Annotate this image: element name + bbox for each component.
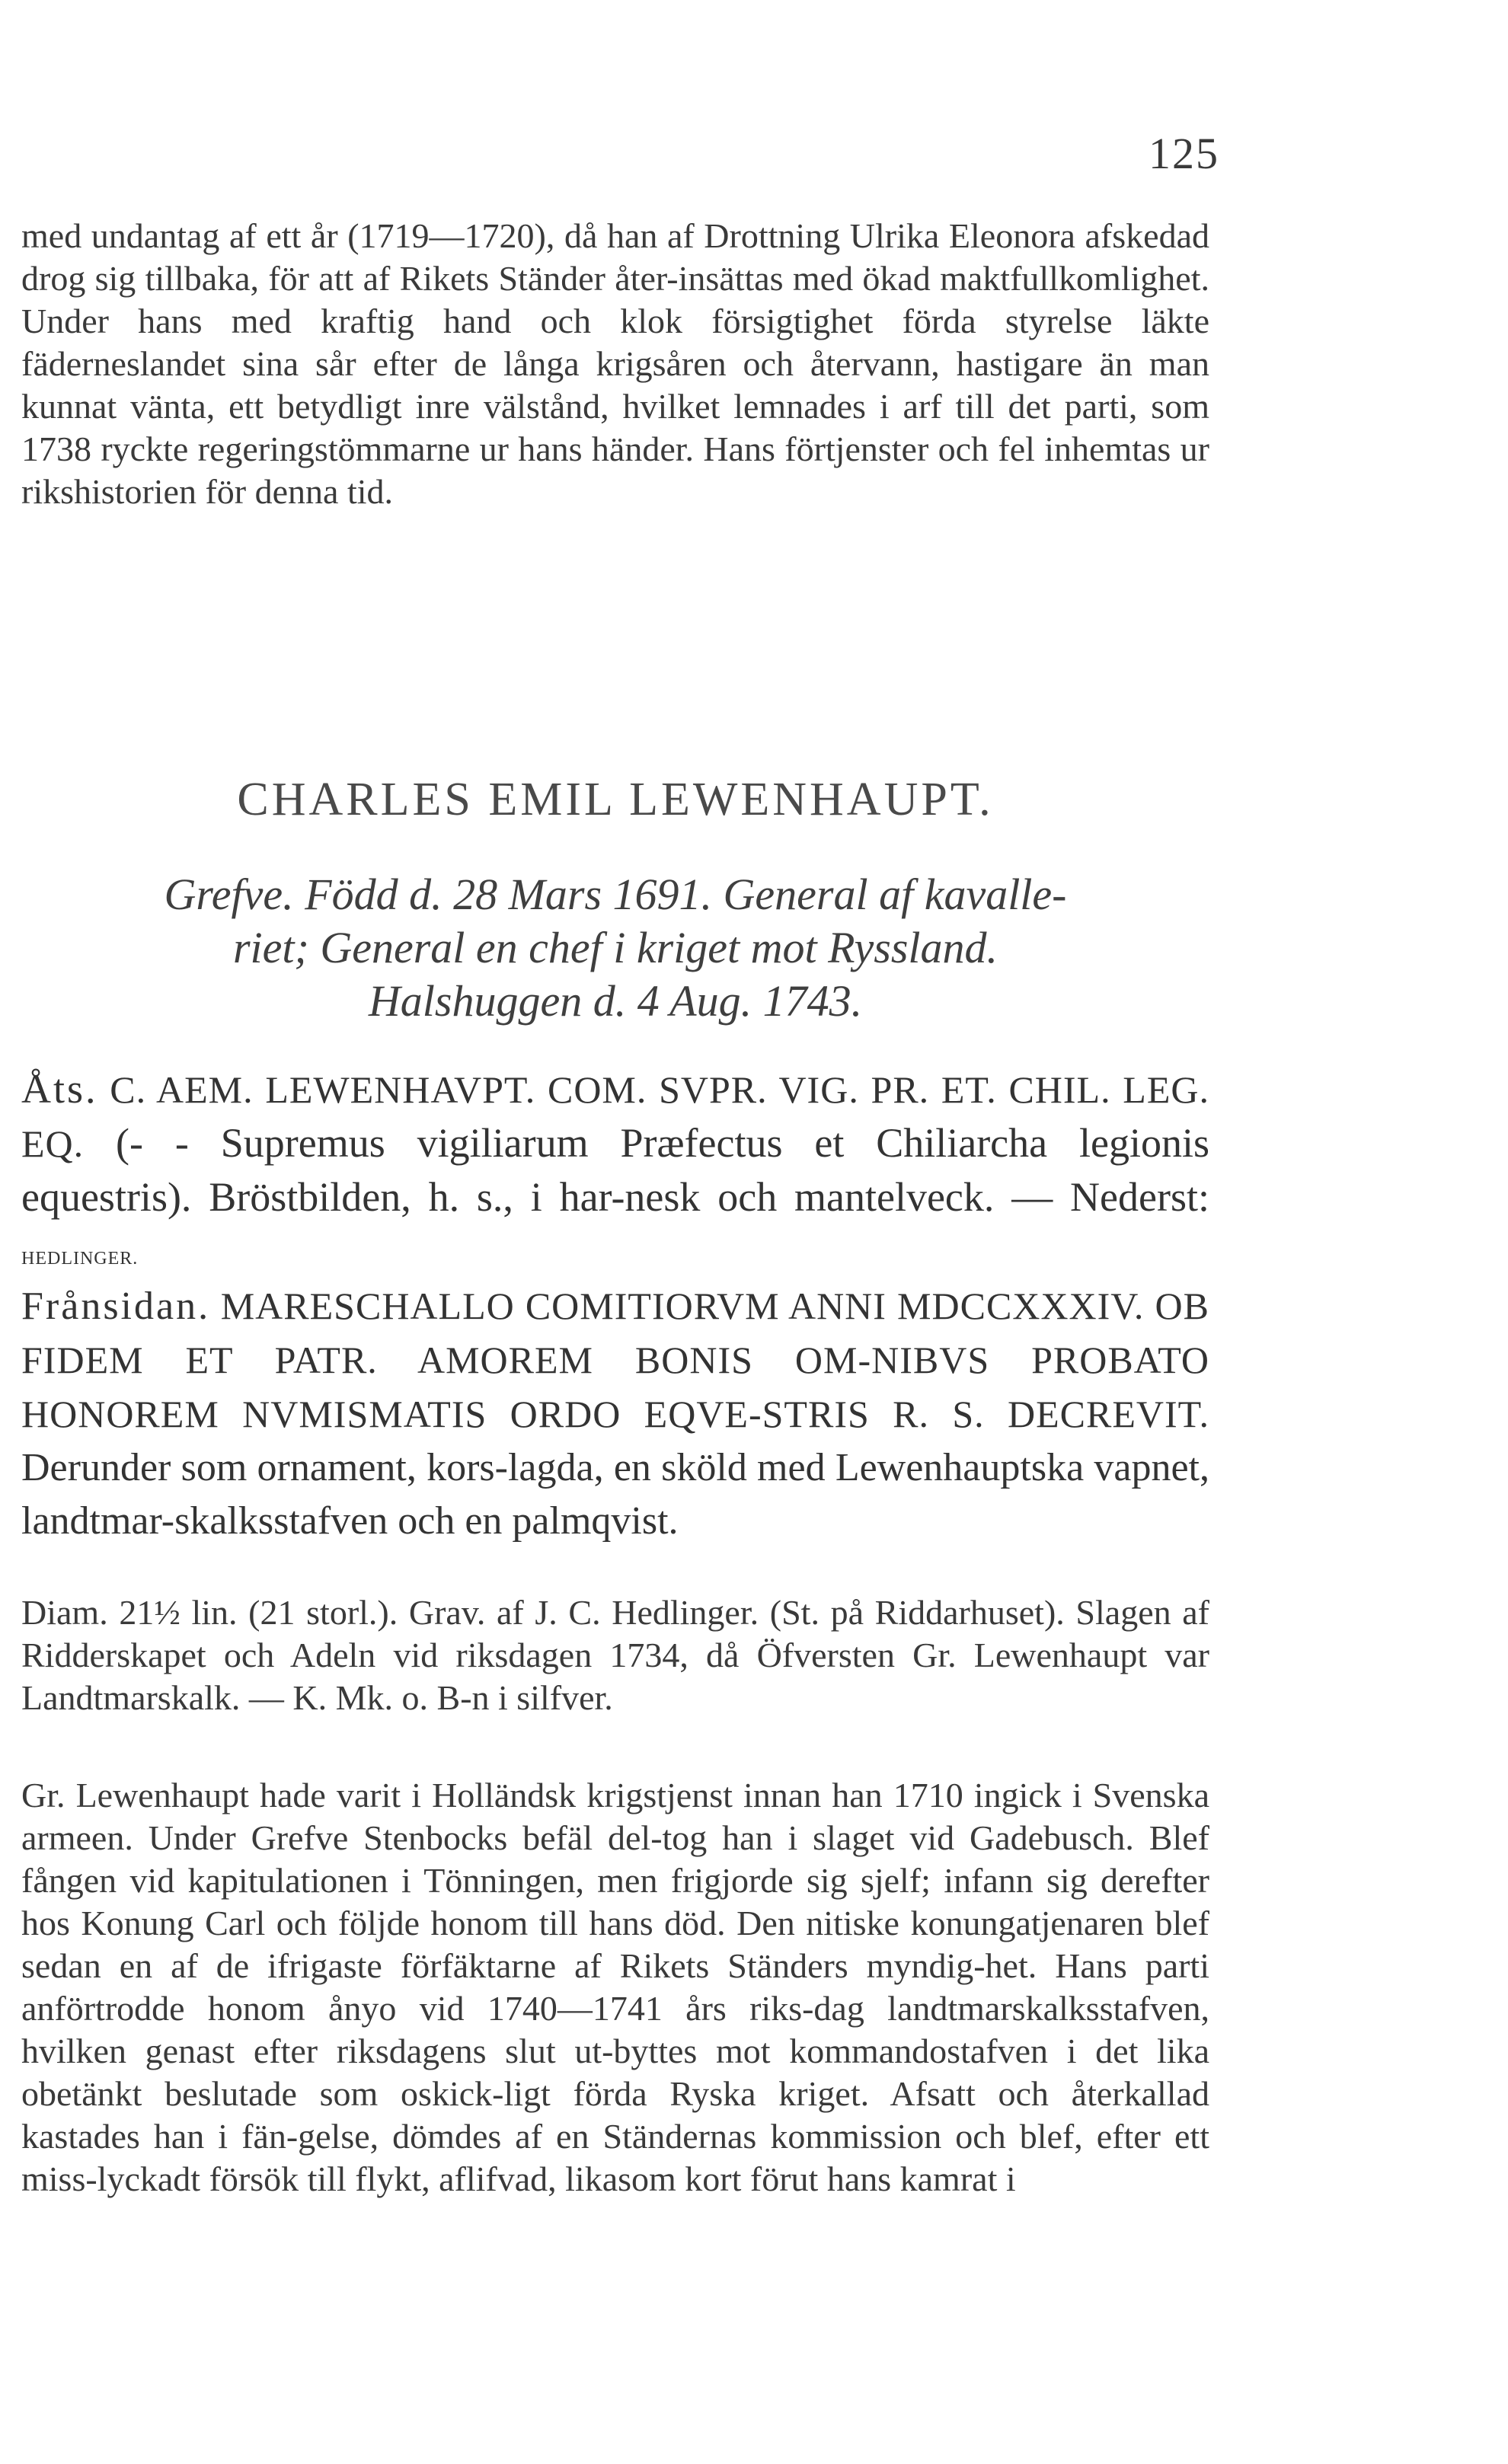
subtitle (67, 868, 1164, 1028)
reverse-description (21, 1279, 1209, 1548)
intro-paragraph: med undantag af ett år (1719—1720), då han af Drottning Ulrika Eleonora afskedad drog sig tillbaka, för att af Rikets Ständer åter-insättas med ökad maktfullkomlighet. Under hans med kraftig hand och klok försigtighet förda styrelse läkte fäderneslandet sina sår efter de långa krigsåren och återvann, hastigare än man kunnat vänta, ett betydligt inre välstånd, hvilket lemnades i arf till det parti, som 1738 ryckte regeringstömmarne ur hans händer. Hans förtjenster och fel inhemtas ur rikshistorien för denna tid. (21, 216, 1209, 511)
obverse-translation: (- - Supremus vigiliarum Præfectus et Chiliarcha legionis equestris). (21, 1120, 1209, 1220)
reverse-text: Derunder som ornament, kors-lagda, en sköld med Lewenhauptska vapnet, landtmar-skalksstafven och en palmqvist. (21, 1446, 1209, 1543)
page-number: 125 (1149, 129, 1219, 178)
reverse-label: Frånsidan. (21, 1285, 211, 1328)
obverse-label: Åts. (21, 1066, 98, 1112)
specs-paragraph: Diam. 21½ lin. (21 storl.). Grav. af J. C. Hedlinger. (St. på Riddarhuset). Slagen af Ridderskapet och Adeln vid riksdagen 1734, då Öfversten Gr. Lewenhaupt var Landtmarskalk. — K. Mk. o. B-n i silfver. (21, 1593, 1209, 1717)
bio-paragraph: Gr. Lewenhaupt hade varit i Holländsk krigstjenst innan han 1710 ingick i Svenska armeen. Under Grefve Stenbocks befäl del-tog han i slaget vid Gadebusch. Blef fången vid kapitulationen i Tönningen, men frigjorde sig sjelf; infann sig derefter hos Konung Carl och följde honom till hans död. Den nitiske konungatjenaren blef sedan en af de ifrigaste förfäktarne af Rikets Ständers myndig-het. Hans parti anförtrodde honom ånyo vid 1740—1741 års riks-dag landtmarskalksstafven, hvilken genast efter riksdagens slut ut-byttes mot kommandostafven i det lika obetänkt beslutade som oskick-ligt förda Ryska kriget. Afsatt och återkallad kastades han i fän-gelse, dömdes af en Ständernas kommission och blef, efter ett miss-lyckadt försök till flykt, aflifvad, likasom kort förut hans kamrat i (21, 1776, 1209, 2198)
section-title: CHARLES EMIL LEWENHAUPT. (237, 774, 994, 825)
subtitle-line-1: Grefve. Född d. 28 Mars 1691. General af kavalle- (164, 870, 1067, 919)
engraver-signature: HEDLINGER. (21, 1249, 139, 1269)
obverse-description (21, 1062, 1209, 1285)
subtitle-line-3: Halshuggen d. 4 Aug. 1743. (368, 976, 863, 1026)
obverse-inscription: C. AEM. LEWENHAVPT. COM. SVPR. VIG. PR. ET. CHIL. LEG. EQ. (21, 1068, 1209, 1165)
obverse-text: Bröstbilden, h. s., i har-nesk och mantelveck. — Nederst: (209, 1174, 1209, 1220)
reverse-inscription: MARESCHALLO COMITIORVM ANNI MDCCXXXIV. OB FIDEM ET PATR. AMOREM BONIS OM-NIBVS PROBATO HONOREM NVMISMATIS ORDO EQVE-STRIS R. S. DECREVIT. (21, 1285, 1209, 1435)
subtitle-line-2: riet; General en chef i kriget mot Ryssland. (232, 923, 998, 972)
